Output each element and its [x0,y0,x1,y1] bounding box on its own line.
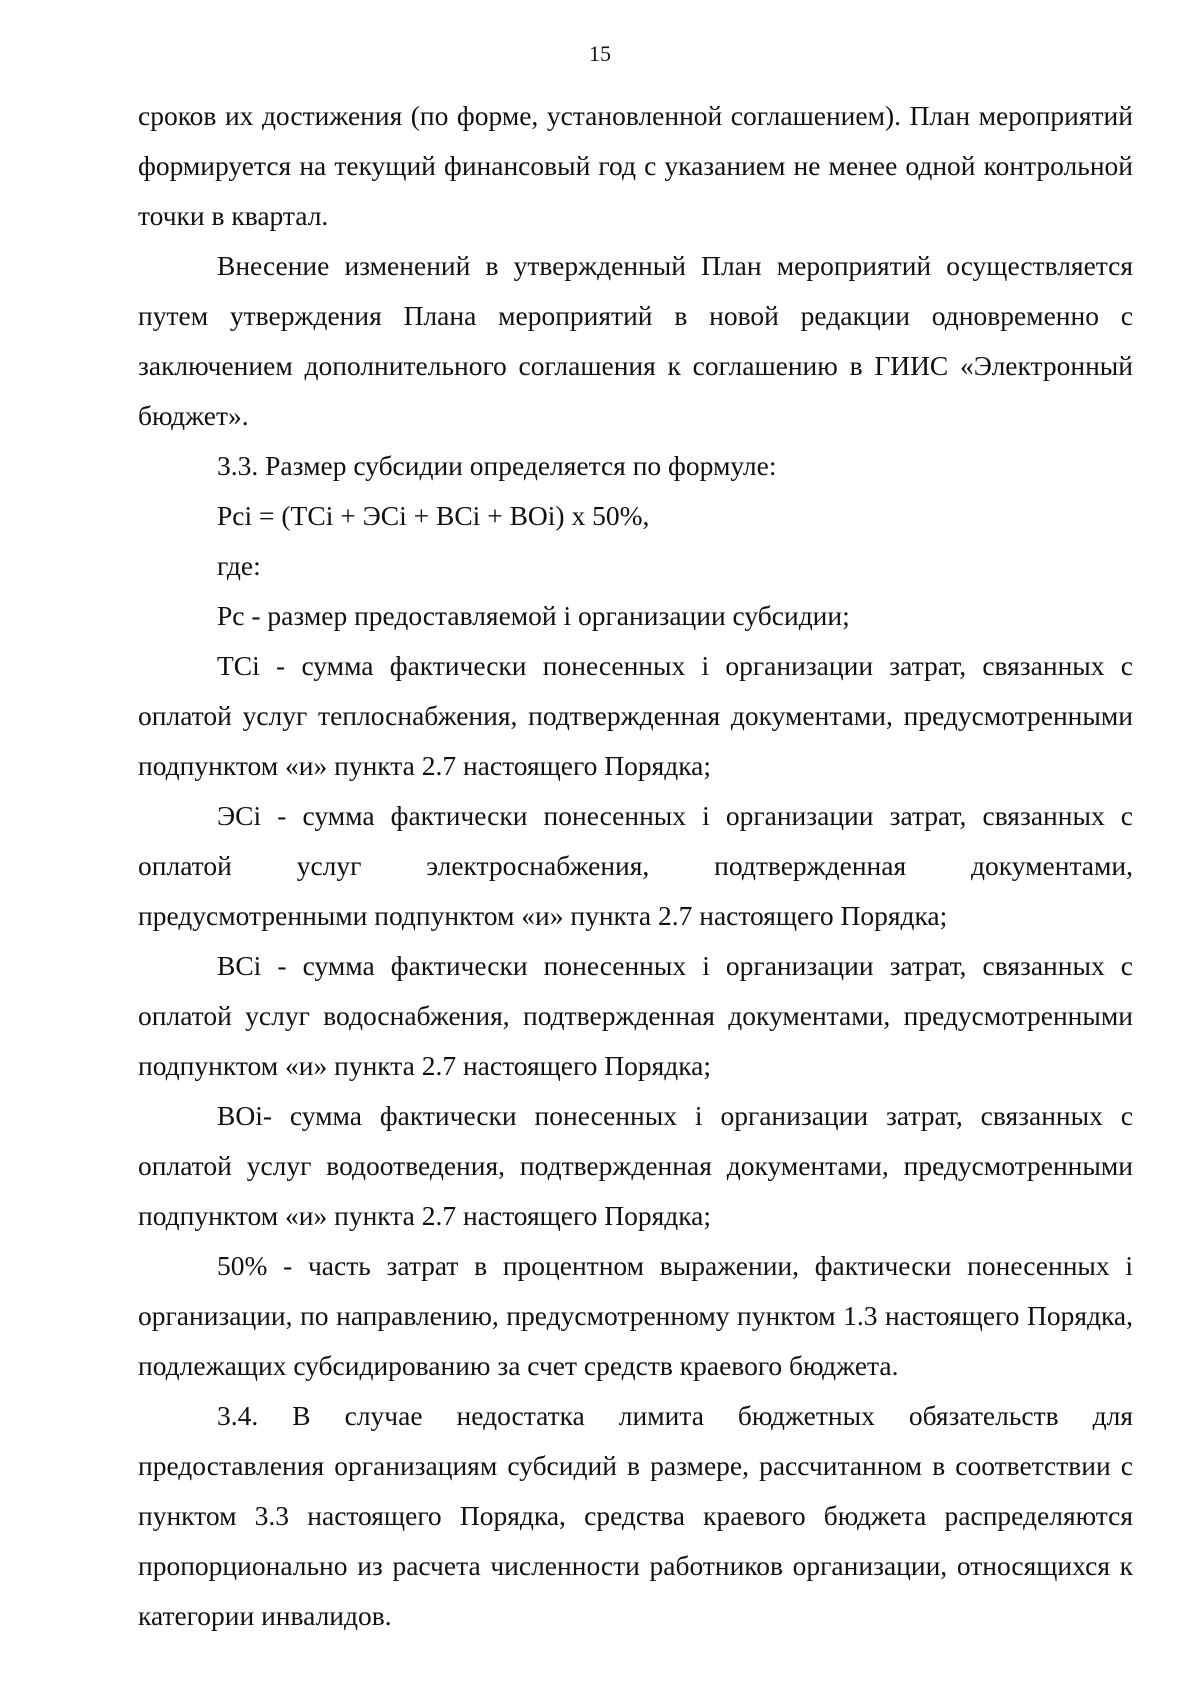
page-number: 15 [589,41,611,66]
paragraph-plan-changes: Внесение изменений в утвержденный План мероприятий осуществляется путем утверждения Плана мероприятий в новой редакции одновременно с заключением дополнительного соглашения к соглашению в ГИИС «Электронный бюджет». [138,250,1133,431]
formula: Pci = (TCi + ЭCi + BCi + BOi) x 50%, [217,500,650,531]
definition-50-percent: 50% - часть затрат в процентном выражении, фактически понесенных i организации, по направлению, предусмотренному пунктом 1.3 настоящего Порядка, подлежащих субсидированию за счет средств краевого бюджета. [138,1250,1133,1381]
definition-bci: BCi - сумма фактически понесенных i организации затрат, связанных с оплатой услуг водоснабжения, подтвержденная документами, предусмотренными подпунктом «и» пункта 2.7 настоящего Порядка; [138,950,1133,1081]
paragraph-3-3-heading: 3.3. Размер субсидии определяется по формуле: [217,450,777,481]
definition-eci: ЭCi - сумма фактически понесенных i организации затрат, связанных с оплатой услуг электроснабжения, подтвержденная документами, предусмотренными подпунктом «и» пункта 2.7 настоящего Порядка; [138,800,1133,931]
definition-tci: TCi - сумма фактически понесенных i организации затрат, связанных с оплатой услуг теплоснабжения, подтвержденная документами, предусмотренными подпунктом «и» пункта 2.7 настоящего Порядка; [138,650,1133,781]
document-body [138,91,1133,1641]
paragraph-where: где: [217,550,261,581]
definition-boi: BOi- сумма фактически понесенных i организации затрат, связанных с оплатой услуг водоотведения, подтвержденная документами, предусмотренными подпунктом «и» пункта 2.7 настоящего Порядка; [138,1100,1133,1231]
paragraph-3-4: 3.4. В случае недостатка лимита бюджетных обязательств для предоставления организациям субсидий в размере, рассчитанном в соответствии с пунктом 3.3 настоящего Порядка, средства краевого бюджета распределяются пропорционально из расчета численности работников организации, относящихся к категории инвалидов. [138,1400,1133,1631]
definition-pc: Pc - размер предоставляемой i организации субсидии; [217,600,850,631]
paragraph-plan-continuation: сроков их достижения (по форме, установленной соглашением). План мероприятий формируется на текущий финансовый год с указанием не менее одной контрольной точки в квартал. [138,100,1133,231]
